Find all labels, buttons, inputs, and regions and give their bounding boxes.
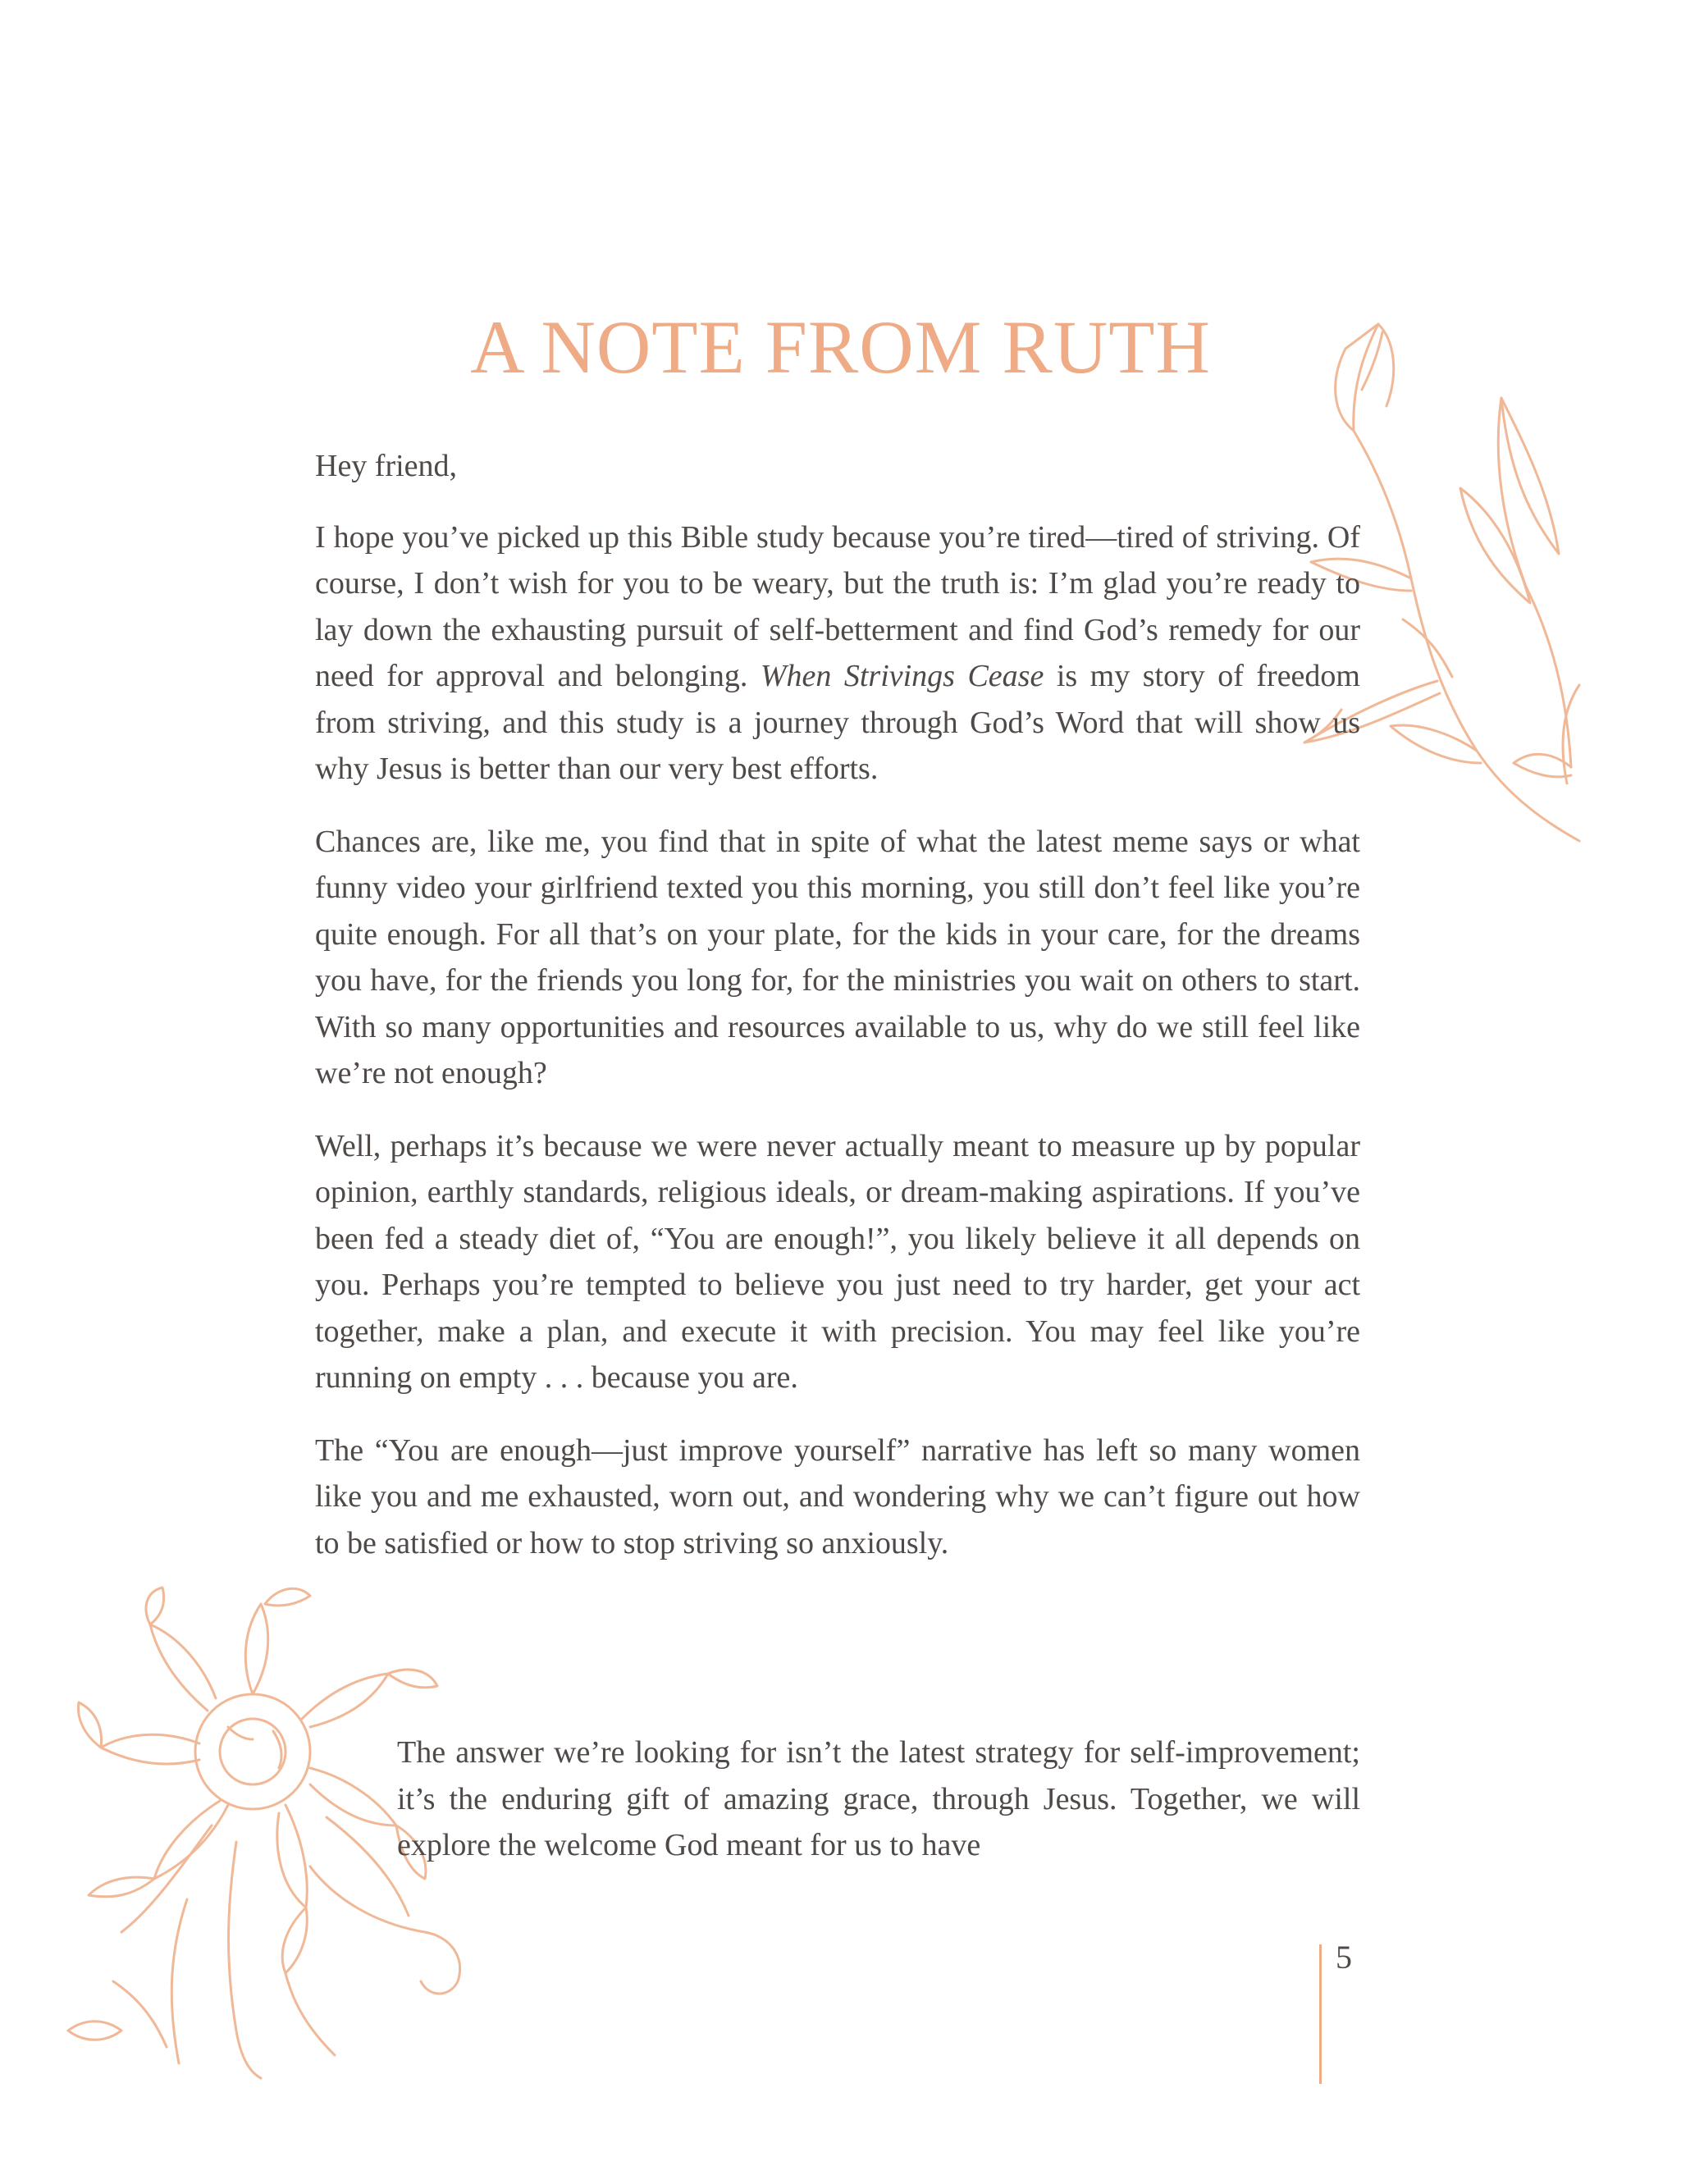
page-title: A NOTE FROM RUTH xyxy=(470,305,1211,389)
closing-paragraph: The answer we’re looking for isn’t the latest strategy for self-improvement; it’s the enduring gift of amazing grace, through Jesus. Together, we will explore the welcome God meant for us to have xyxy=(397,1735,1360,1862)
paragraph-text: is my story of freedom from striving, and this study is a journey through God’s Word that will show us why Jesus is better than our very best efforts. xyxy=(315,659,1360,786)
page-number: 5 xyxy=(1336,1939,1352,1976)
paragraph xyxy=(315,514,1360,793)
paragraph-text: I hope you’ve picked up this Bible study because you’re tired—tired of striving. Of course, I don’t wish for you to be weary, but the truth is: I’m glad you’re ready to lay down the exhausting pursuit of self-betterment and find God’s remedy for our need for approval and belonging. xyxy=(315,519,1360,693)
paragraph: Well, perhaps it’s because we were never actually meant to measure up by popular opinion, earthly standards, religious ideals, or dream-making aspirations. If you’ve been fed a steady diet of, “You are enough!”, you likely believe it all depends on you. Perhaps you’re tempted to believe you just need to try harder, get your act together, make a plan, and execute it with precision. You may feel like you’re running on empty . . . because you are. xyxy=(315,1128,1360,1395)
greeting: Hey friend, xyxy=(315,449,458,483)
page-number-rule xyxy=(1319,1944,1322,2084)
book-title: When Strivings Cease xyxy=(760,659,1044,693)
paragraph: Chances are, like me, you find that in spite of what the latest meme says or what funny video your girlfriend texted you this morning, you still don’t feel like you’re quite enough. For all that’s on your plate, for the kids in your care, for the dreams you have, for the friends you long for, for the ministries you wait on others to start. With so many opportunities and resources available to us, why do we still feel like we’re not enough? xyxy=(315,824,1360,1090)
body-text xyxy=(315,443,1360,1592)
paragraph: The “You are enough—just improve yourself” narrative has left so many women like you and me exhausted, worn out, and wondering why we can’t figure out how to be satisfied or how to stop striving so anxiously. xyxy=(315,1432,1360,1560)
